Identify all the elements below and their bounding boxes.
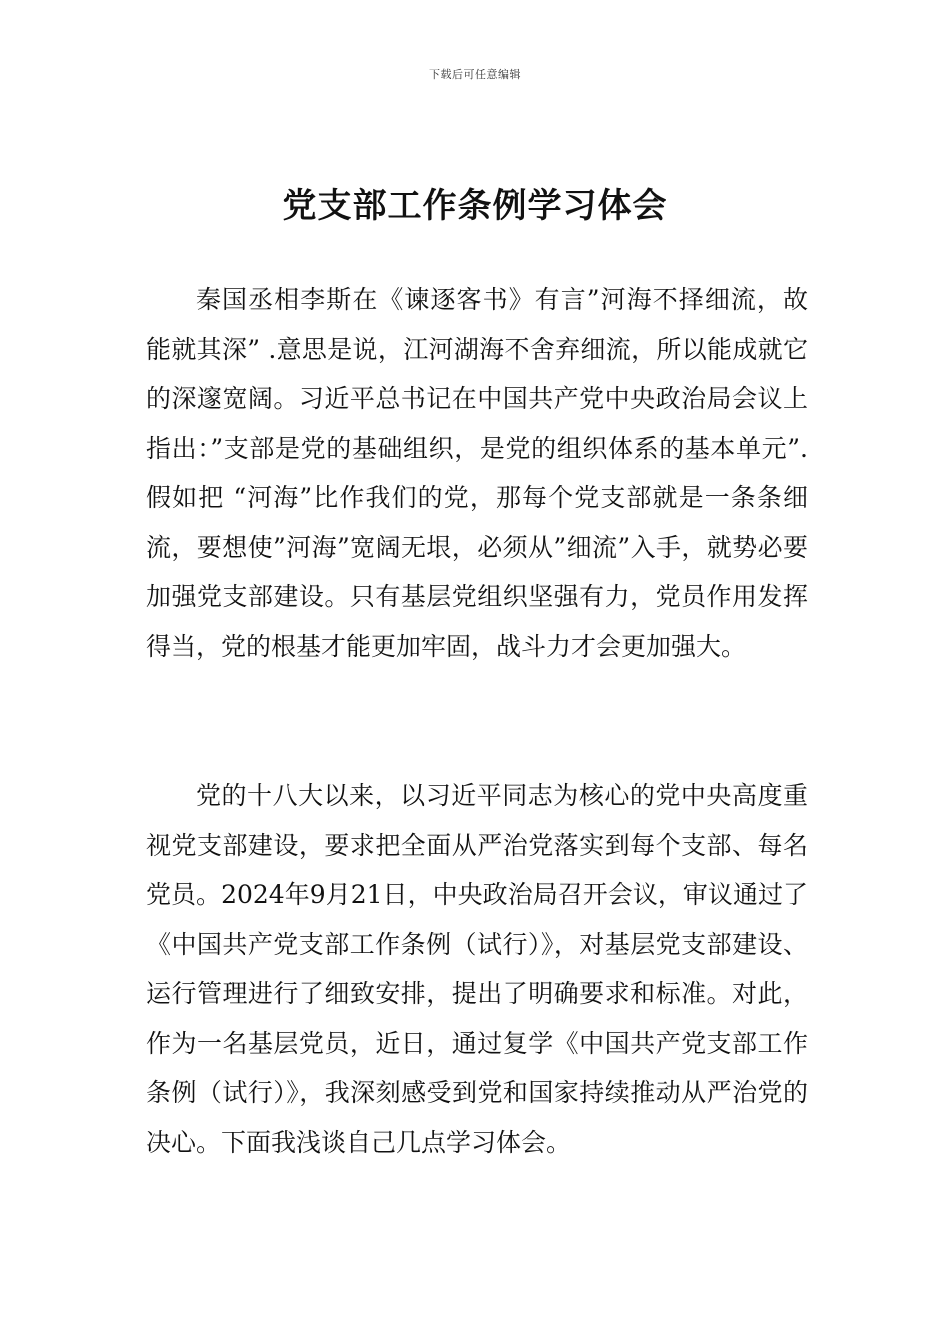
body-paragraph-2: 党的十八大以来，以习近平同志为核心的党中央高度重视党支部建设，要求把全面从严治党落实到每个支部、每名党员。2024年9月21日，中央政治局召开会议，审议通过了《中国共产党支部工作条例（试行）》，对基层党支部建设、运行管理进行了细致安排，提出了明确要求和标准。对此，作为一名基层党员，近日，通过复学《中国共产党支部工作条例（试行）》，我深刻感受到党和国家持续推动从严治党的决心。下面我浅谈自己几点学习体会。 bbox=[146, 781, 808, 1157]
header-note: 下载后可任意编辑 bbox=[429, 68, 521, 81]
document-title: 党支部工作条例学习体会 bbox=[282, 186, 668, 226]
body-paragraph-1: 秦国丞相李斯在《谏逐客书》有言”河海不择细流，故能就其深” .意思是说，江河湖海不舍弃细流，所以能成就它的深邃宽阔。习近平总书记在中国共产党中央政治局会议上指出：”支部是党的基础组织，是党的组织体系的基本单元”.假如把 “河海”比作我们的党，那每个党支部就是一条条细流，要想使”河海”宽阔无垠，必须从”细流”入手，就势必要加强党支部建设。只有基层党组织坚强有力，党员作用发挥得当，党的根基才能更加牢固，战斗力才会更加强大。 bbox=[146, 285, 808, 661]
